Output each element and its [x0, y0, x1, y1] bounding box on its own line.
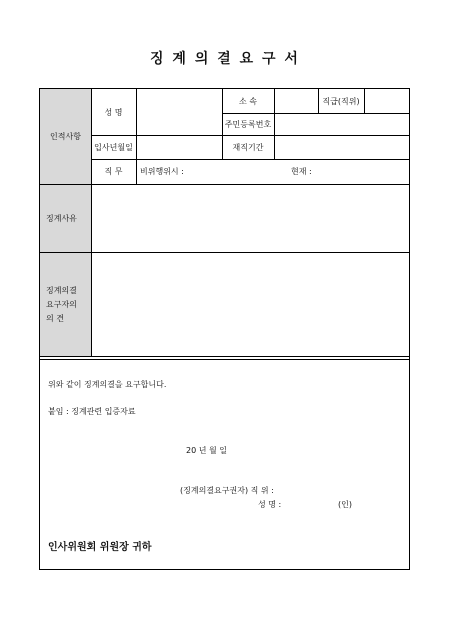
rank-field[interactable] — [364, 89, 409, 113]
opinion-label-line-2: 요구자의 — [46, 299, 77, 309]
name-label: 성 명 — [104, 107, 123, 117]
request-statement: 위와 같이 징계의결을 요구합니다. — [48, 380, 167, 389]
affiliation-label: 소 속 — [239, 96, 257, 106]
rank-label: 직급(직위) — [322, 96, 360, 106]
requester-title-line: (징계의결요구권자) 직 위 : — [180, 486, 274, 495]
opinion-label-line-3: 의 견 — [46, 313, 64, 323]
tenure-label-cell — [222, 135, 274, 159]
personnel-section-text: 인적사항 — [50, 132, 81, 141]
name-label-cell — [91, 89, 136, 135]
opinion-field[interactable] — [91, 252, 409, 357]
tenure-field[interactable] — [274, 135, 409, 159]
opinion-label-cell — [40, 252, 91, 357]
resident-number-label: 주민등록번호 — [224, 119, 272, 129]
affiliation-label-cell — [222, 89, 274, 113]
hire-date-label-cell — [91, 135, 136, 159]
attachment-note: 붙임 : 징계관련 입증자료 — [48, 407, 136, 416]
name-field[interactable] — [136, 89, 222, 135]
duty-label: 직 무 — [104, 167, 123, 176]
tenure-label: 재직기간 — [232, 142, 264, 152]
hire-date-label: 입사년월일 — [94, 142, 133, 152]
date-line: 20 년 월 일 — [186, 446, 227, 455]
page-title: 징 계 의 결 요 구 서 — [150, 51, 300, 67]
opinion-label-line-1: 징계의결 — [46, 285, 77, 295]
resident-number-label-cell — [222, 113, 274, 135]
resident-number-field[interactable] — [274, 113, 409, 135]
duty-at-incident-label: 비위행위시 : — [140, 167, 184, 176]
duty-field[interactable] — [136, 159, 409, 184]
duty-current-label: 현재 : — [291, 167, 312, 176]
hire-date-field[interactable] — [136, 135, 222, 159]
addressee: 인사위원회 위원장 귀하 — [48, 542, 152, 553]
affiliation-field[interactable] — [274, 89, 318, 113]
reason-field[interactable] — [91, 184, 409, 252]
duty-label-cell — [91, 159, 136, 184]
requester-name-line: 성 명 : — [258, 500, 282, 509]
disciplinary-request-form — [39, 88, 410, 570]
rank-label-cell — [318, 89, 364, 113]
reason-label-cell — [40, 184, 91, 252]
reason-label: 징계사유 — [46, 213, 77, 223]
personnel-section-label — [40, 89, 91, 184]
seal-mark: (인) — [338, 500, 352, 509]
